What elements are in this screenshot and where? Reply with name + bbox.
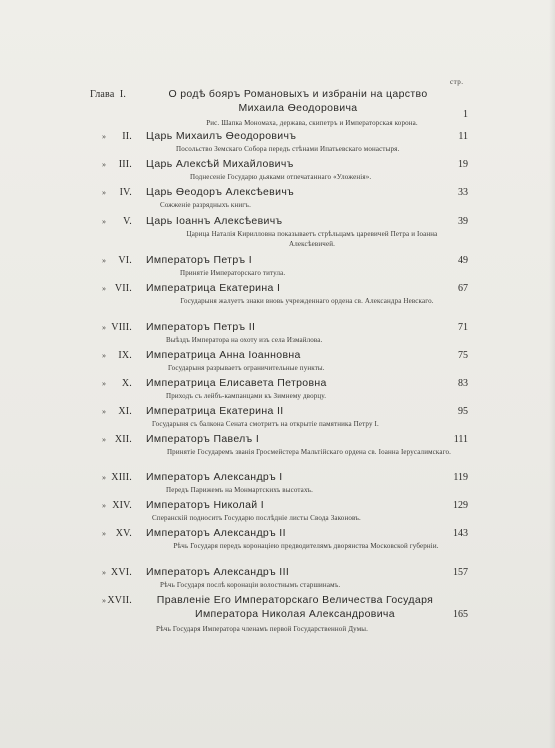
- chapter-page: 19: [458, 159, 468, 170]
- entry-bullet: »: [102, 256, 106, 265]
- illustration-caption: Выѣздъ Императора на охоту изъ села Измайлова.: [166, 336, 323, 344]
- chapter-number: VI.: [118, 255, 132, 266]
- chapter-page: 11: [458, 131, 468, 142]
- chapter-title: Царь Ѳеодоръ Алексѣевичъ: [146, 186, 295, 198]
- chapter-page: 67: [458, 283, 468, 294]
- illustration-caption: Передъ Парижемъ на Монмартскихъ высотахъ.: [166, 486, 313, 494]
- chapter-title: Императоръ Александръ I: [146, 471, 283, 483]
- chapter-page: 111: [453, 434, 468, 445]
- entry-bullet: »: [102, 568, 106, 577]
- chapter-page: 1: [463, 109, 468, 120]
- chapter-page: 119: [453, 472, 468, 483]
- chapter-number: VIII.: [111, 322, 132, 333]
- chapter-number: V.: [123, 216, 132, 227]
- chapter-title: Императоръ Павелъ I: [146, 433, 260, 445]
- chapter-number: XI.: [118, 406, 132, 417]
- entry-bullet: »: [102, 501, 106, 510]
- illustration-caption: Государыня съ балкона Сената смотритъ на открытіе памятника Петру I.: [152, 420, 379, 428]
- chapter-title: Императрица Анна Іоанновна: [146, 349, 301, 361]
- illustration-caption: Царица Наталія Кирилловна показываетъ стрѣльцамъ царевичей Петра и Іоанна Алексѣевичей.: [186, 230, 438, 248]
- chapter-number: XIII.: [111, 472, 132, 483]
- illustration-caption: Рѣчь Государя передъ коронаціею предводителямъ дворянства Московской губерніи.: [173, 542, 439, 550]
- chapter-number: III.: [118, 159, 132, 170]
- chapter-number: IV.: [119, 187, 132, 198]
- chapter-page: 39: [458, 216, 468, 227]
- chapter-page: 165: [453, 609, 468, 620]
- entry-bullet: »: [102, 473, 106, 482]
- illustration-caption: Рис. Шапка Мономаха, держава, скипетръ и Императорская корона.: [206, 119, 418, 127]
- chapter-page: 49: [458, 255, 468, 266]
- illustration-caption: Государыня разрываетъ ограничительные пункты.: [168, 364, 325, 372]
- chapter-page: 71: [458, 322, 468, 333]
- entry-bullet: »: [102, 132, 106, 141]
- illustration-caption: Посольство Земскаго Собора передъ стѣнами Ипатьевскаго монастыря.: [176, 145, 400, 153]
- entry-bullet: »: [102, 596, 106, 605]
- chapter-page: 95: [458, 406, 468, 417]
- chapter-title: Царь Михаилъ Ѳеодоровичъ: [146, 130, 297, 142]
- entry-bullet: »: [102, 351, 106, 360]
- chapter-title: Правленіе Его Императорскаго Величества Государя Императора Николая Александровича: [156, 594, 434, 620]
- chapter-page: 75: [458, 350, 468, 361]
- illustration-caption: Рѣчь Государя Императора членамъ первой Государственной Думы.: [156, 625, 369, 633]
- chapter-title: Императоръ Александръ III: [146, 566, 290, 578]
- illustration-caption: Сожженіе разрядныхъ книгъ.: [160, 201, 251, 209]
- chapter-page: 129: [453, 500, 468, 511]
- entry-bullet: »: [102, 323, 106, 332]
- chapter-number: XII.: [114, 434, 132, 445]
- chapter-title: Императоръ Петръ I: [146, 254, 252, 266]
- chapter-number: XVI.: [110, 567, 132, 578]
- chapter-number: II.: [122, 131, 132, 142]
- entry-bullet: »: [102, 379, 106, 388]
- entry-bullet: »: [102, 188, 106, 197]
- chapter-number: VII.: [114, 283, 132, 294]
- illustration-caption: Рѣчь Государя послѣ коронаціи волостнымъ старшинамъ.: [160, 581, 341, 589]
- chapter-number: XV.: [115, 528, 132, 539]
- entry-bullet: »: [102, 217, 106, 226]
- chapter-page: 83: [458, 378, 468, 389]
- entry-bullet: »: [102, 529, 106, 538]
- chapter-page: 157: [453, 567, 468, 578]
- entry-bullet: »: [102, 160, 106, 169]
- chapter-number: IX.: [118, 350, 132, 361]
- entry-bullet: »: [102, 407, 106, 416]
- chapter-page: 33: [458, 187, 468, 198]
- illustration-caption: Приходъ съ лейбъ-кампанцами къ Зимнему дворцу.: [166, 392, 327, 400]
- illustration-caption: Поднесеніе Государю дьяками отпечатаннаго «Уложенія».: [190, 173, 372, 181]
- chapter-title: Императоръ Александръ II: [146, 527, 286, 539]
- chapter-title: Царь Алексѣй Михайловичъ: [146, 158, 294, 170]
- illustration-caption: Государыня жалуетъ знаки вновь учрежденнаго ордена св. Александра Невскаго.: [180, 297, 434, 305]
- chapter-title: О родѣ бояръ Романовыхъ и избраніи на царство Михаила Ѳеодоровича: [168, 88, 428, 114]
- illustration-caption: Принятіе Государемъ званія Гросмейстера Мальтійскаго ордена св. Іоанна Іерусалимскаго.: [166, 448, 452, 456]
- illustration-caption: Сперанскій подноситъ Государю послѣдніе листы Свода Законовъ.: [152, 514, 361, 522]
- chapter-title: Императоръ Николай I: [146, 499, 265, 511]
- chapter-title: Императрица Екатерина II: [146, 405, 284, 417]
- chapter-number: XVII.: [107, 595, 132, 606]
- chapter-number: X.: [121, 378, 132, 389]
- page-column-header: стр.: [450, 78, 464, 86]
- illustration-caption: Принятіе Императорскаго титула.: [180, 269, 286, 277]
- chapter-title: Царь Іоаннъ Алексѣевичъ: [146, 215, 283, 227]
- chapter-page: 143: [453, 528, 468, 539]
- entry-bullet: »: [102, 284, 106, 293]
- chapter-word: Глава: [90, 89, 115, 100]
- entry-bullet: »: [102, 435, 106, 444]
- chapter-number: Глава I.: [90, 89, 127, 100]
- chapter-title: Императоръ Петръ II: [146, 321, 256, 333]
- chapter-title: Императрица Екатерина I: [146, 282, 281, 294]
- chapter-title: Императрица Елисавета Петровна: [146, 377, 327, 389]
- chapter-number: XIV.: [112, 500, 132, 511]
